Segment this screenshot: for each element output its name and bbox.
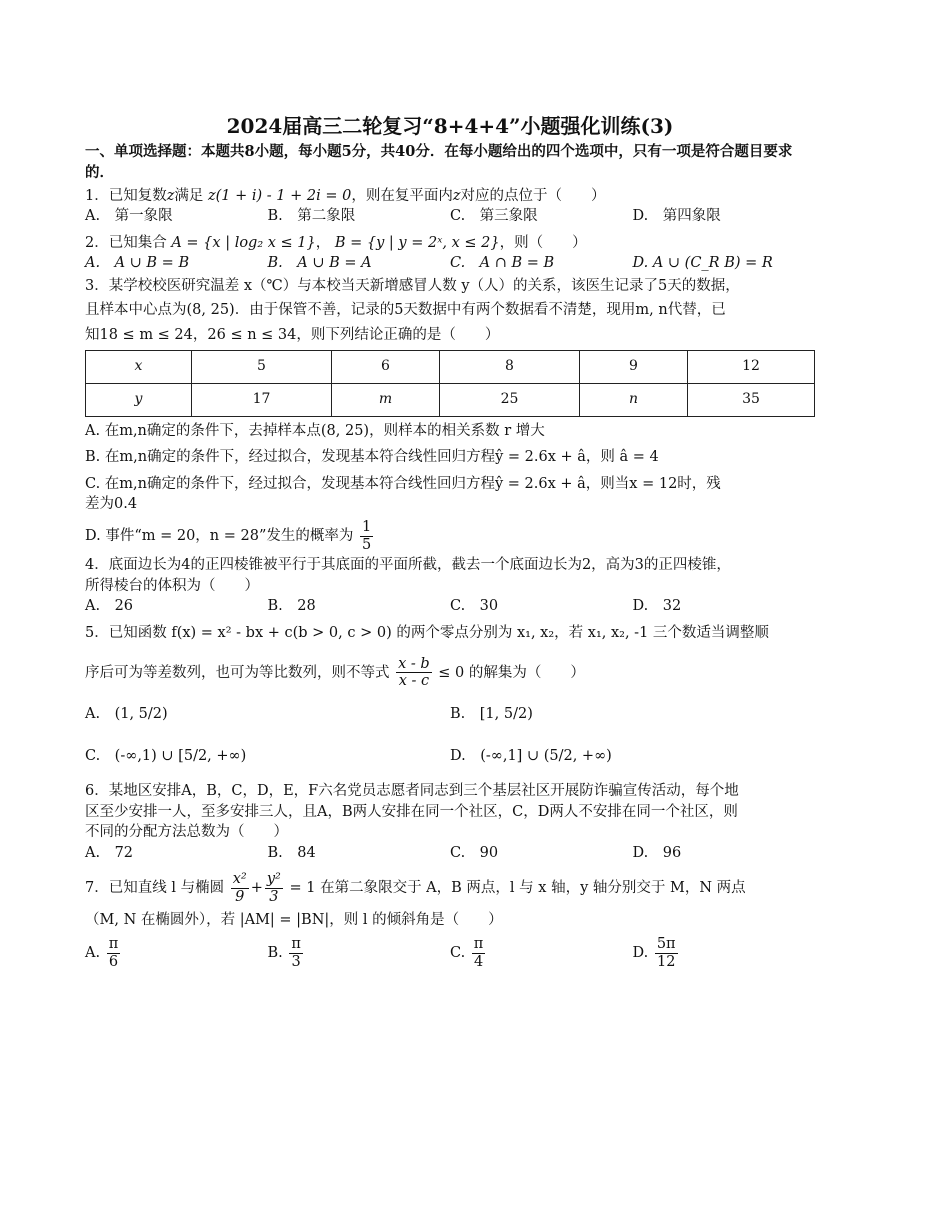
q5-option-b[interactable]: B. [1, 5/2): [450, 705, 533, 722]
page-title: 2024届高三二轮复习“8+4+4”小题强化训练(3): [226, 114, 674, 138]
exam-page: [85, 112, 815, 971]
q3-probability-fraction: $\frac{1}{5}$: [362, 518, 372, 553]
q3-option-b[interactable]: B. 在m,n确定的条件下，经过拟合，发现基本符合线性回归方程ŷ = 2.6x + â，则 â = 4: [85, 449, 659, 466]
q1-equation: z(1 + i) - 1 + 2i = 0: [207, 187, 352, 204]
q3-option-a[interactable]: A. 在m,n确定的条件下，去掉样本点(8, 25)，则样本的相关系数 r 增大: [85, 422, 545, 439]
q2-option-c[interactable]: C. A ∩ B = B: [450, 255, 555, 272]
q1-option-c[interactable]: C. 第三象限: [450, 208, 538, 225]
q7-options: [85, 936, 815, 970]
q2-option-a[interactable]: A. A ∪ B = B: [85, 255, 190, 272]
q4-option-d[interactable]: D. 32: [632, 598, 682, 615]
question-4: 4．底面边长为4的正四棱锥被平行于其底面的平面所截，截去一个底面边长为2，高为3的正四棱锥， 所得棱台的体积为（ ）: [85, 557, 731, 594]
question-7: 7．已知直线 l 与椭圆 $\frac{\text{x²}}{9}$ + $\frac{\text{y²}}{3}$ = 1 在第二象限交于 A，B 两点，l 与 x 轴，y 轴分别交于 M，N 两点 （M, N 在椭圆外），若 |AM| = |BN|，则 l 的倾斜角是（ ）: [85, 871, 746, 928]
section-heading: 一、单项选择题：本题共8小题，每小题5分，共40分．在每小题给出的四个选项中，只有一项是符合题目要求的．: [85, 143, 793, 181]
q7-ellipse-term-y: $\frac{\text{y²}}{3}$: [266, 871, 281, 906]
q5-inequality-fraction: $\frac{x - b}{x - c}$: [398, 655, 430, 690]
q3-option-d[interactable]: D. 事件“m = 20，n = 28”发生的概率为 $\frac{1}{5}$: [85, 518, 372, 553]
q2-set-a: A = {x | log₂ x ≤ 1}: [171, 234, 316, 251]
q4-option-c[interactable]: C. 30: [450, 598, 499, 615]
q1-option-d[interactable]: D. 第四象限: [632, 208, 721, 225]
table-row: x 5 6 8 9 12: [86, 350, 815, 383]
q5-option-d[interactable]: D. (-∞,1] ∪ (5/2, +∞): [450, 748, 612, 765]
q6-option-d[interactable]: D. 96: [632, 844, 682, 861]
q1-option-b[interactable]: B. 第二象限: [267, 208, 356, 225]
q4-option-a[interactable]: A. 26: [85, 598, 134, 615]
q7-ellipse-term-x: $\frac{\text{x²}}{9}$: [232, 871, 247, 906]
q4-options: [85, 596, 815, 617]
q1-option-a[interactable]: A. 第一象限: [85, 208, 173, 225]
question-6: 6．某地区安排A，B，C，D，E，F六名党员志愿者同志到三个基层社区开展防诈骗宣传活动，每个地 区至少安排一人，至多安排三人，且A，B两人安排在同一个社区，C，D两人不安排在同一个社区，则 不同的分配方法总数为（ ）: [85, 783, 739, 841]
q5-option-c[interactable]: C. (-∞,1) ∪ [5/2, +∞): [85, 748, 247, 765]
table-row: y 17 m 25 n 35: [86, 383, 815, 416]
q6-options: [85, 843, 815, 864]
question-3: 3．某学校校医研究温差 x（℃）与本校当天新增感冒人数 y（人）的关系，该医生记录了5天的数据， 且样本中心点为(8, 25)．由于保管不善，记录的5天数据中有两个数据看不清楚，现用m, n代替，已 知18 ≤ m ≤ 24，26 ≤ n ≤ 34，则下列结论正确的是（ ）: [85, 277, 740, 344]
q5-options-row2: [85, 746, 815, 767]
q2-option-d[interactable]: D. A ∪ (C_R B) = R: [632, 255, 773, 272]
q3-data-table: [85, 350, 815, 417]
question-5: 5．已知函数 f(x) = x² - bx + c(b > 0, c > 0) 的两个零点分别为 x₁, x₂，若 x₁, x₂, -1 三个数适当调整顺 序后可为等差数列，也可为等比数列，则不等式 $\frac{x - b}{x - c}$ ≤ 0 的解集为（ ）: [85, 624, 769, 690]
q7-option-a[interactable]: A. $\frac{\pi}{6}$: [85, 936, 119, 970]
q5-option-a[interactable]: A. (1, 5/2): [85, 705, 168, 722]
question-2: 2．已知集合 A = {x | log₂ x ≤ 1}， B = {y | y = 2ˣ, x ≤ 2}，则（ ）: [85, 234, 587, 251]
q6-option-c[interactable]: C. 90: [450, 844, 499, 861]
q2-options: [85, 253, 815, 274]
question-1: 1．已知复数z满足 z(1 + i) - 1 + 2i = 0，则在复平面内z对应的点位于（ ）: [85, 187, 606, 204]
q6-option-a[interactable]: A. 72: [85, 844, 134, 861]
q5-options-row1: [85, 704, 815, 725]
q2-option-b[interactable]: B. A ∪ B = A: [267, 255, 372, 272]
q7-option-b[interactable]: B. $\frac{\pi}{3}$: [267, 936, 301, 970]
q6-option-b[interactable]: B. 84: [267, 844, 316, 861]
q7-option-c[interactable]: C. $\frac{\pi}{4}$: [450, 936, 484, 970]
q4-option-b[interactable]: B. 28: [267, 598, 316, 615]
q3-option-c[interactable]: C. 在m,n确定的条件下，经过拟合，发现基本符合线性回归方程ŷ = 2.6x + â，则当x = 12时，残 差为0.4: [85, 475, 721, 513]
q1-options: [85, 206, 815, 227]
q2-set-b: B = {y | y = 2ˣ, x ≤ 2}: [334, 234, 500, 251]
q7-option-d[interactable]: D. $\frac{5\pi}{12}$: [632, 936, 676, 970]
